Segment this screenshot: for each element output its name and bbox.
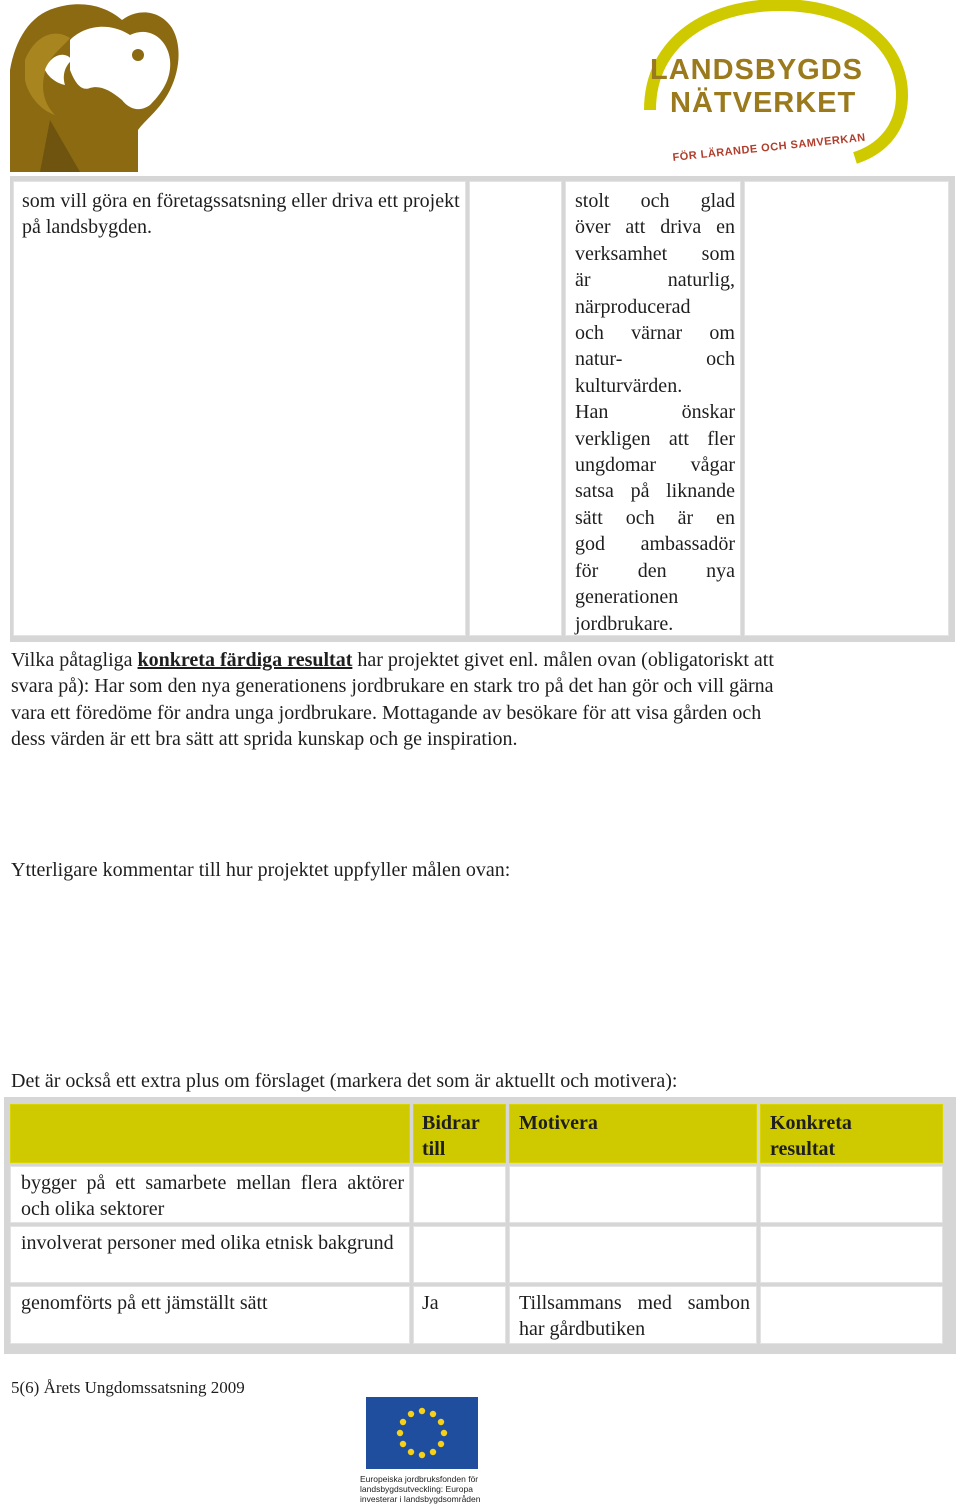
contributes-text: Ja — [422, 1292, 439, 1314]
results-line — [11, 647, 949, 673]
motivate-line: generationen — [575, 586, 679, 609]
table-row-results — [760, 1226, 943, 1283]
criterion-text: involverat personer med olika etnisk bakgrund — [21, 1232, 394, 1254]
landsbygdsnatverket-logo-icon — [640, 0, 910, 178]
extra-plus-label: Det är också ett extra plus om förslaget (markera det som är aktuellt och motivera): — [11, 1070, 678, 1092]
table-row-contributes — [413, 1166, 506, 1223]
table-row-motivate — [509, 1226, 757, 1283]
eu-caption-line: investerar i landsbygdsområden — [360, 1494, 481, 1504]
motivate-line: för den nya — [575, 559, 735, 582]
table-row-results — [760, 1286, 943, 1344]
top-table-cell-criterion — [13, 181, 466, 636]
motivate-text: Tillsammans med sambon har gårdbutiken — [519, 1292, 750, 1341]
table-row-contributes — [413, 1226, 506, 1283]
table-row-criterion — [10, 1166, 410, 1223]
motivate-line: närproducerad — [575, 295, 691, 318]
results-prefix: Vilka påtagliga — [11, 649, 138, 671]
eu-caption — [360, 1474, 490, 1504]
eu-flag-icon — [366, 1397, 478, 1469]
motivate-line: jordbrukare. — [575, 612, 674, 635]
motivate-line: verksamhet som — [575, 242, 735, 265]
table-row-motivate — [509, 1166, 757, 1223]
motivate-line: sätt och är en — [575, 506, 735, 529]
header-cell-contributes — [413, 1104, 506, 1163]
header-contributes: Bidrar till — [422, 1112, 480, 1161]
top-table — [10, 176, 955, 642]
motivate-line: och värnar om — [575, 322, 735, 345]
top-table-cell-motivate — [565, 181, 741, 636]
results-line: svara på): Har som den nya generationens jordbrukare en stark tro på det han gör och vill gärna — [11, 675, 774, 698]
top-table-cell-contributes — [469, 181, 562, 636]
motivate-line: god ambassadör — [575, 533, 735, 556]
brand-line-2: NÄTVERKET — [670, 87, 857, 119]
results-emphasis: konkreta färdiga resultat — [137, 649, 353, 671]
motivate-line: natur- och — [575, 348, 735, 371]
header-results: Konkreta resultat — [770, 1112, 852, 1161]
ram-logo-icon — [10, 0, 182, 172]
additional-comment-label: Ytterligare kommentar till hur projektet uppfyller målen ovan: — [11, 859, 511, 881]
brand-line-1: LANDSBYGDS — [650, 54, 864, 86]
header-cell-criterion — [10, 1104, 410, 1163]
motivate-line: över att driva en — [575, 216, 735, 239]
criterion-text: som vill göra en företagssatsning eller driva ett projekt på landsbygden. — [22, 190, 460, 239]
table-row-criterion — [10, 1286, 410, 1344]
motivate-line: är naturlig, — [575, 269, 735, 292]
table-row-contributes — [413, 1286, 506, 1344]
motivate-line: Han önskar — [575, 401, 735, 424]
criterion-text: genomförts på ett jämställt sätt — [21, 1292, 268, 1314]
eu-caption-line: landsbygdsutveckling: Europa — [360, 1484, 473, 1494]
criterion-text: bygger på ett samarbete mellan flera aktörer och olika sektorer — [21, 1172, 404, 1221]
results-rest: har projektet givet enl. målen ovan (obligatoriskt att — [352, 649, 774, 671]
header-cell-motivate — [509, 1104, 757, 1163]
table-row-results — [760, 1166, 943, 1223]
motivate-text — [575, 188, 735, 637]
header-motivate: Motivera — [519, 1112, 598, 1134]
table-row-motivate — [509, 1286, 757, 1344]
eu-caption-line: Europeiska jordbruksfonden för — [360, 1474, 479, 1484]
motivate-line: kulturvärden. — [575, 374, 683, 397]
top-table-cell-results — [744, 181, 949, 636]
table-row-criterion — [10, 1226, 410, 1283]
motivate-line: stolt och glad — [575, 190, 735, 212]
header-cell-results — [760, 1104, 943, 1163]
brand-tagline: FÖR LÄRANDE OCH SAMVERKAN — [672, 131, 867, 164]
results-line: dess värden är ett bra sätt att sprida kunskap och ge inspiration. — [11, 728, 518, 751]
extra-plus-table — [4, 1097, 956, 1354]
motivate-line: verkligen att fler — [575, 427, 735, 450]
motivate-line: ungdomar vågar — [575, 454, 735, 477]
results-line: vara ett föredöme för andra unga jordbrukare. Mottagande av besökare för att visa gården och — [11, 701, 762, 724]
results-paragraph — [11, 647, 949, 753]
motivate-line: satsa på liknande — [575, 480, 735, 503]
page-footer: 5(6) Årets Ungdomssatsning 2009 — [11, 1378, 245, 1397]
